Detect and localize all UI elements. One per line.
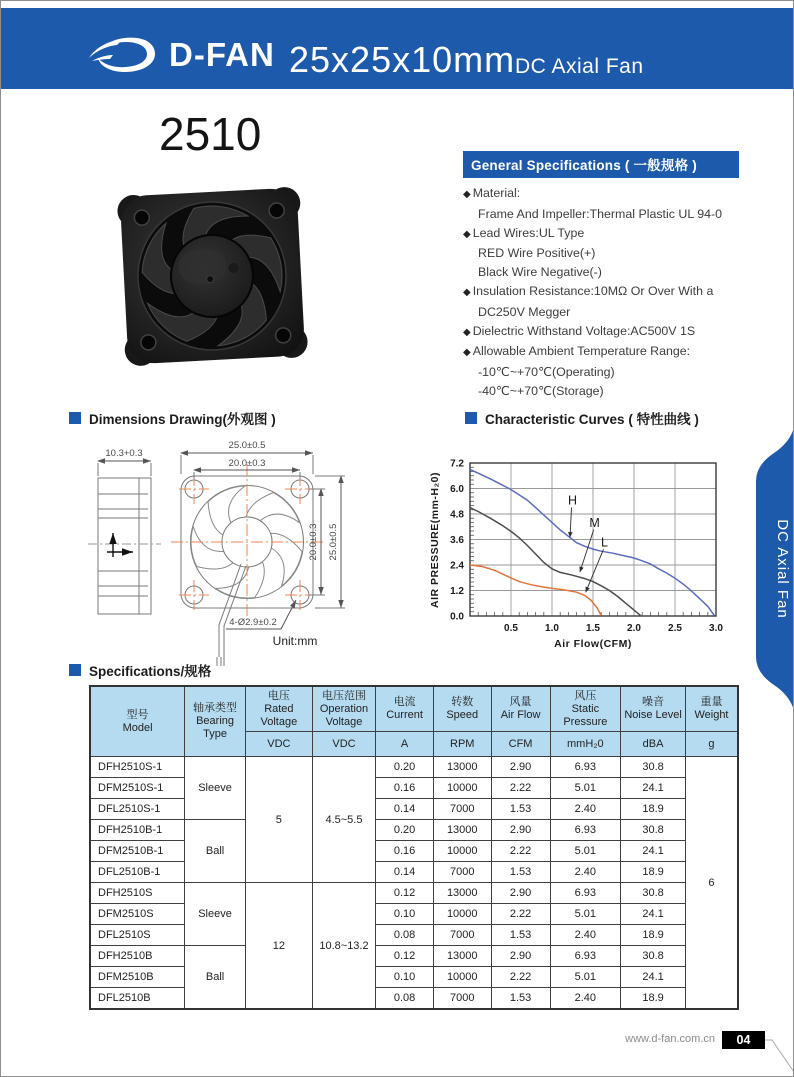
header-bar [1, 8, 793, 89]
unit-label: Unit:mm [272, 634, 318, 648]
cell-air-flow: 2.90 [491, 820, 550, 841]
cell-speed: 10000 [433, 841, 491, 862]
cell-bearing-type: Sleeve [185, 757, 246, 820]
cell-speed: 7000 [433, 799, 491, 820]
cell-air-flow: 2.22 [491, 904, 550, 925]
curve-label-H: H [567, 493, 578, 508]
general-specs-title: General Specifications ( 一般规格 ) [463, 151, 739, 178]
cell-static-pressure: 5.01 [550, 967, 621, 988]
specifications-table [89, 685, 739, 1010]
brand-name: D-FAN [169, 36, 275, 73]
cell-noise-level: 24.1 [621, 904, 686, 925]
cell-static-pressure: 6.93 [550, 757, 621, 778]
cell-bearing-type: Ball [185, 946, 246, 1010]
cell-speed: 7000 [433, 925, 491, 946]
spec-bullet-item: ◆ Material: [463, 186, 521, 200]
cell-static-pressure: 2.40 [550, 988, 621, 1010]
spec-continuation-item: Frame And Impeller:Thermal Plastic UL 94-0 [478, 206, 723, 221]
spec-title-text: Specifications/规格 [89, 664, 212, 679]
spec-table-header [90, 686, 738, 757]
side-tab-label: DC Axial Fan [774, 519, 791, 619]
cell-static-pressure: 6.93 [550, 883, 621, 904]
spec-continuation-item: RED Wire Positive(+) [478, 246, 596, 261]
cell-static-pressure: 2.40 [550, 799, 621, 820]
dimensions-title-text: Dimensions Drawing(外观图 ) [89, 412, 276, 427]
svg-text:25.0±0.5: 25.0±0.5 [328, 523, 339, 561]
svg-text:0.0: 0.0 [450, 611, 464, 623]
cell-model: DFM2510S-1 [90, 778, 185, 799]
cell-static-pressure: 5.01 [550, 841, 621, 862]
cell-static-pressure: 2.40 [550, 862, 621, 883]
cell-air-flow: 2.90 [491, 946, 550, 967]
cell-model: DFL2510S-1 [90, 799, 185, 820]
cell-noise-level: 30.8 [621, 820, 686, 841]
square-bullet-icon [465, 412, 477, 424]
website-link[interactable]: www.d-fan.com.cn [625, 1033, 715, 1045]
table-row-DFH2510B [90, 946, 738, 967]
svg-text:2.0: 2.0 [627, 623, 641, 634]
cell-noise-level: 24.1 [621, 778, 686, 799]
svg-text:10.3+0.3: 10.3+0.3 [105, 448, 143, 459]
spec-bullet-item: ◆ Dielectric Withstand Voltage:AC500V 1S [463, 323, 696, 338]
cell-static-pressure: 5.01 [550, 904, 621, 925]
cell-operation-voltage: 4.5~5.5 [312, 757, 376, 883]
spec-continuation-item: -10℃~+70℃(Operating) [478, 365, 615, 380]
rotation-direction-arrows [107, 533, 133, 557]
col-unit-2: VDC [246, 732, 313, 757]
col-header-3: 电压范围 Operation Voltage [312, 686, 376, 732]
svg-text:3.6: 3.6 [450, 535, 464, 546]
cell-rated-voltage: 12 [246, 883, 313, 1010]
cell-current: 0.14 [376, 862, 434, 883]
svg-text:20.0±0.3: 20.0±0.3 [228, 458, 266, 469]
spec-continuation-item: Black Wire Negative(-) [478, 265, 602, 280]
svg-text:4-Ø2.9±0.2: 4-Ø2.9±0.2 [229, 617, 277, 628]
col-header-1: 轴承类型 Bearing Type [185, 686, 246, 757]
cell-current: 0.10 [376, 967, 434, 988]
diamond-bullet-icon: ◆ [463, 347, 471, 359]
cell-bearing-type: Sleeve [185, 883, 246, 946]
diamond-bullet-icon: ◆ [463, 286, 471, 298]
cell-air-flow: 2.90 [491, 883, 550, 904]
cell-speed: 13000 [433, 946, 491, 967]
cell-air-flow: 1.53 [491, 862, 550, 883]
curve-M [470, 508, 641, 616]
page-title-type: DC Axial Fan [515, 55, 644, 78]
cell-weight: 6 [685, 757, 738, 1010]
cell-noise-level: 30.8 [621, 757, 686, 778]
table-row-DFH2510S-1 [90, 757, 738, 778]
svg-text:20.0±0.3: 20.0±0.3 [308, 523, 319, 561]
svg-text:2.5: 2.5 [668, 623, 682, 634]
cell-noise-level: 30.8 [621, 883, 686, 904]
svg-text:7.2: 7.2 [450, 458, 464, 470]
cell-static-pressure: 2.40 [550, 925, 621, 946]
curve-label-M: M [589, 515, 600, 530]
svg-text:2.4: 2.4 [450, 560, 464, 572]
diamond-bullet-icon: ◆ [463, 326, 471, 338]
cell-model: DFM2510S [90, 904, 185, 925]
cell-speed: 7000 [433, 988, 491, 1010]
cell-operation-voltage: 10.8~13.2 [312, 883, 376, 1010]
cell-current: 0.12 [376, 946, 434, 967]
cell-current: 0.16 [376, 778, 434, 799]
square-bullet-icon [69, 664, 81, 676]
spec-bullet-item: ◆ Insulation Resistance:10MΩ Or Over With a [463, 283, 714, 298]
x-axis-label: Air Flow(CFM) [554, 638, 632, 650]
cell-speed: 13000 [433, 757, 491, 778]
col-header-7: 风压 Static Pressure [550, 686, 621, 732]
cell-current: 0.12 [376, 883, 434, 904]
fan-product-photo [107, 181, 319, 373]
col-unit-6: CFM [491, 732, 550, 757]
cell-air-flow: 2.22 [491, 841, 550, 862]
cell-static-pressure: 6.93 [550, 820, 621, 841]
cell-speed: 7000 [433, 862, 491, 883]
characteristic-curves-chart [426, 441, 756, 656]
cell-air-flow: 2.22 [491, 967, 550, 988]
cell-current: 0.20 [376, 820, 434, 841]
general-specs-list [463, 184, 739, 401]
page-title-size: 25x25x10mm [289, 39, 516, 80]
spec-bullet-item: ◆ Lead Wires:UL Type [463, 225, 585, 240]
cell-current: 0.14 [376, 799, 434, 820]
brand-swoosh-icon [87, 31, 161, 79]
svg-text:1.5: 1.5 [586, 623, 600, 634]
cell-air-flow: 1.53 [491, 925, 550, 946]
curve-H [470, 469, 714, 615]
svg-text:6.0: 6.0 [450, 484, 464, 495]
square-bullet-icon [69, 412, 81, 424]
cell-current: 0.10 [376, 904, 434, 925]
col-header-2: 电压 Rated Voltage [246, 686, 313, 732]
cell-model: DFL2510S [90, 925, 185, 946]
table-row-DFH2510S [90, 883, 738, 904]
cell-noise-level: 18.9 [621, 925, 686, 946]
col-header-4: 电流 Current [376, 686, 434, 732]
spec-continuation-item: DC250V Megger [478, 304, 571, 319]
svg-text:4.8: 4.8 [450, 509, 464, 521]
cell-model: DFH2510B-1 [90, 820, 185, 841]
cell-current: 0.20 [376, 757, 434, 778]
cell-model: DFH2510S [90, 883, 185, 904]
cell-speed: 13000 [433, 820, 491, 841]
footer-diagonal-line [765, 1031, 794, 1077]
col-unit-8: dBA [621, 732, 686, 757]
cell-current: 0.16 [376, 841, 434, 862]
page-number-badge: 04 [722, 1031, 765, 1049]
side-tab [752, 423, 794, 715]
col-header-8: 噪音 Noise Level [621, 686, 686, 732]
col-header-6: 风量 Air Flow [491, 686, 550, 732]
cell-air-flow: 1.53 [491, 799, 550, 820]
thickness-dimension [98, 448, 151, 476]
cell-noise-level: 18.9 [621, 799, 686, 820]
side-view [88, 478, 161, 614]
col-unit-7: mmH₂0 [550, 732, 621, 757]
col-unit-5: RPM [433, 732, 491, 757]
svg-text:1.2: 1.2 [450, 586, 464, 597]
table-row-DFH2510B-1 [90, 820, 738, 841]
y-axis-label: AIR PRESSURE(mm-H₂0) [429, 471, 441, 609]
cell-air-flow: 2.90 [491, 757, 550, 778]
cell-model: DFH2510S-1 [90, 757, 185, 778]
cell-noise-level: 24.1 [621, 967, 686, 988]
curve-label-L: L [601, 535, 608, 550]
spec-continuation-item: -40℃~+70℃(Storage) [478, 383, 604, 398]
general-specifications-section [463, 151, 739, 401]
cell-model: DFL2510B [90, 988, 185, 1010]
cell-model: DFM2510B-1 [90, 841, 185, 862]
cell-bearing-type: Ball [185, 820, 246, 883]
col-header-0: 型号 Model [90, 686, 185, 757]
dimensions-drawing [83, 433, 428, 678]
cell-model: DFL2510B-1 [90, 862, 185, 883]
cell-model: DFH2510B [90, 946, 185, 967]
cell-noise-level: 18.9 [621, 988, 686, 1010]
cell-air-flow: 2.22 [491, 778, 550, 799]
model-number-title: 2510 [159, 108, 262, 160]
cell-rated-voltage: 5 [246, 757, 313, 883]
cell-noise-level: 30.8 [621, 946, 686, 967]
col-unit-9: g [685, 732, 738, 757]
curves-section-title [465, 408, 699, 428]
cell-speed: 10000 [433, 904, 491, 925]
col-header-9: 重量 Weight [685, 686, 738, 732]
spec-bullet-item: ◆ Allowable Ambient Temperature Range: [463, 344, 691, 359]
cell-speed: 13000 [433, 883, 491, 904]
cell-air-flow: 1.53 [491, 988, 550, 1010]
col-unit-4: A [376, 732, 434, 757]
diamond-bullet-icon: ◆ [463, 228, 471, 240]
svg-text:0.5: 0.5 [504, 623, 518, 634]
cell-current: 0.08 [376, 988, 434, 1010]
col-unit-3: VDC [312, 732, 376, 757]
cell-model: DFM2510B [90, 967, 185, 988]
cell-current: 0.08 [376, 925, 434, 946]
brand-logo [87, 29, 275, 81]
diamond-bullet-icon: ◆ [463, 189, 471, 200]
cell-noise-level: 18.9 [621, 862, 686, 883]
dimensions-section-title [69, 408, 276, 428]
cell-speed: 10000 [433, 778, 491, 799]
cell-static-pressure: 6.93 [550, 946, 621, 967]
svg-text:25.0±0.5: 25.0±0.5 [228, 440, 266, 451]
cell-static-pressure: 5.01 [550, 778, 621, 799]
cell-speed: 10000 [433, 967, 491, 988]
svg-text:1.0: 1.0 [545, 623, 559, 634]
svg-text:3.0: 3.0 [709, 623, 723, 634]
cell-noise-level: 24.1 [621, 841, 686, 862]
col-header-5: 转数 Speed [433, 686, 491, 732]
curves-title-text: Characteristic Curves ( 特性曲线 ) [485, 412, 699, 427]
